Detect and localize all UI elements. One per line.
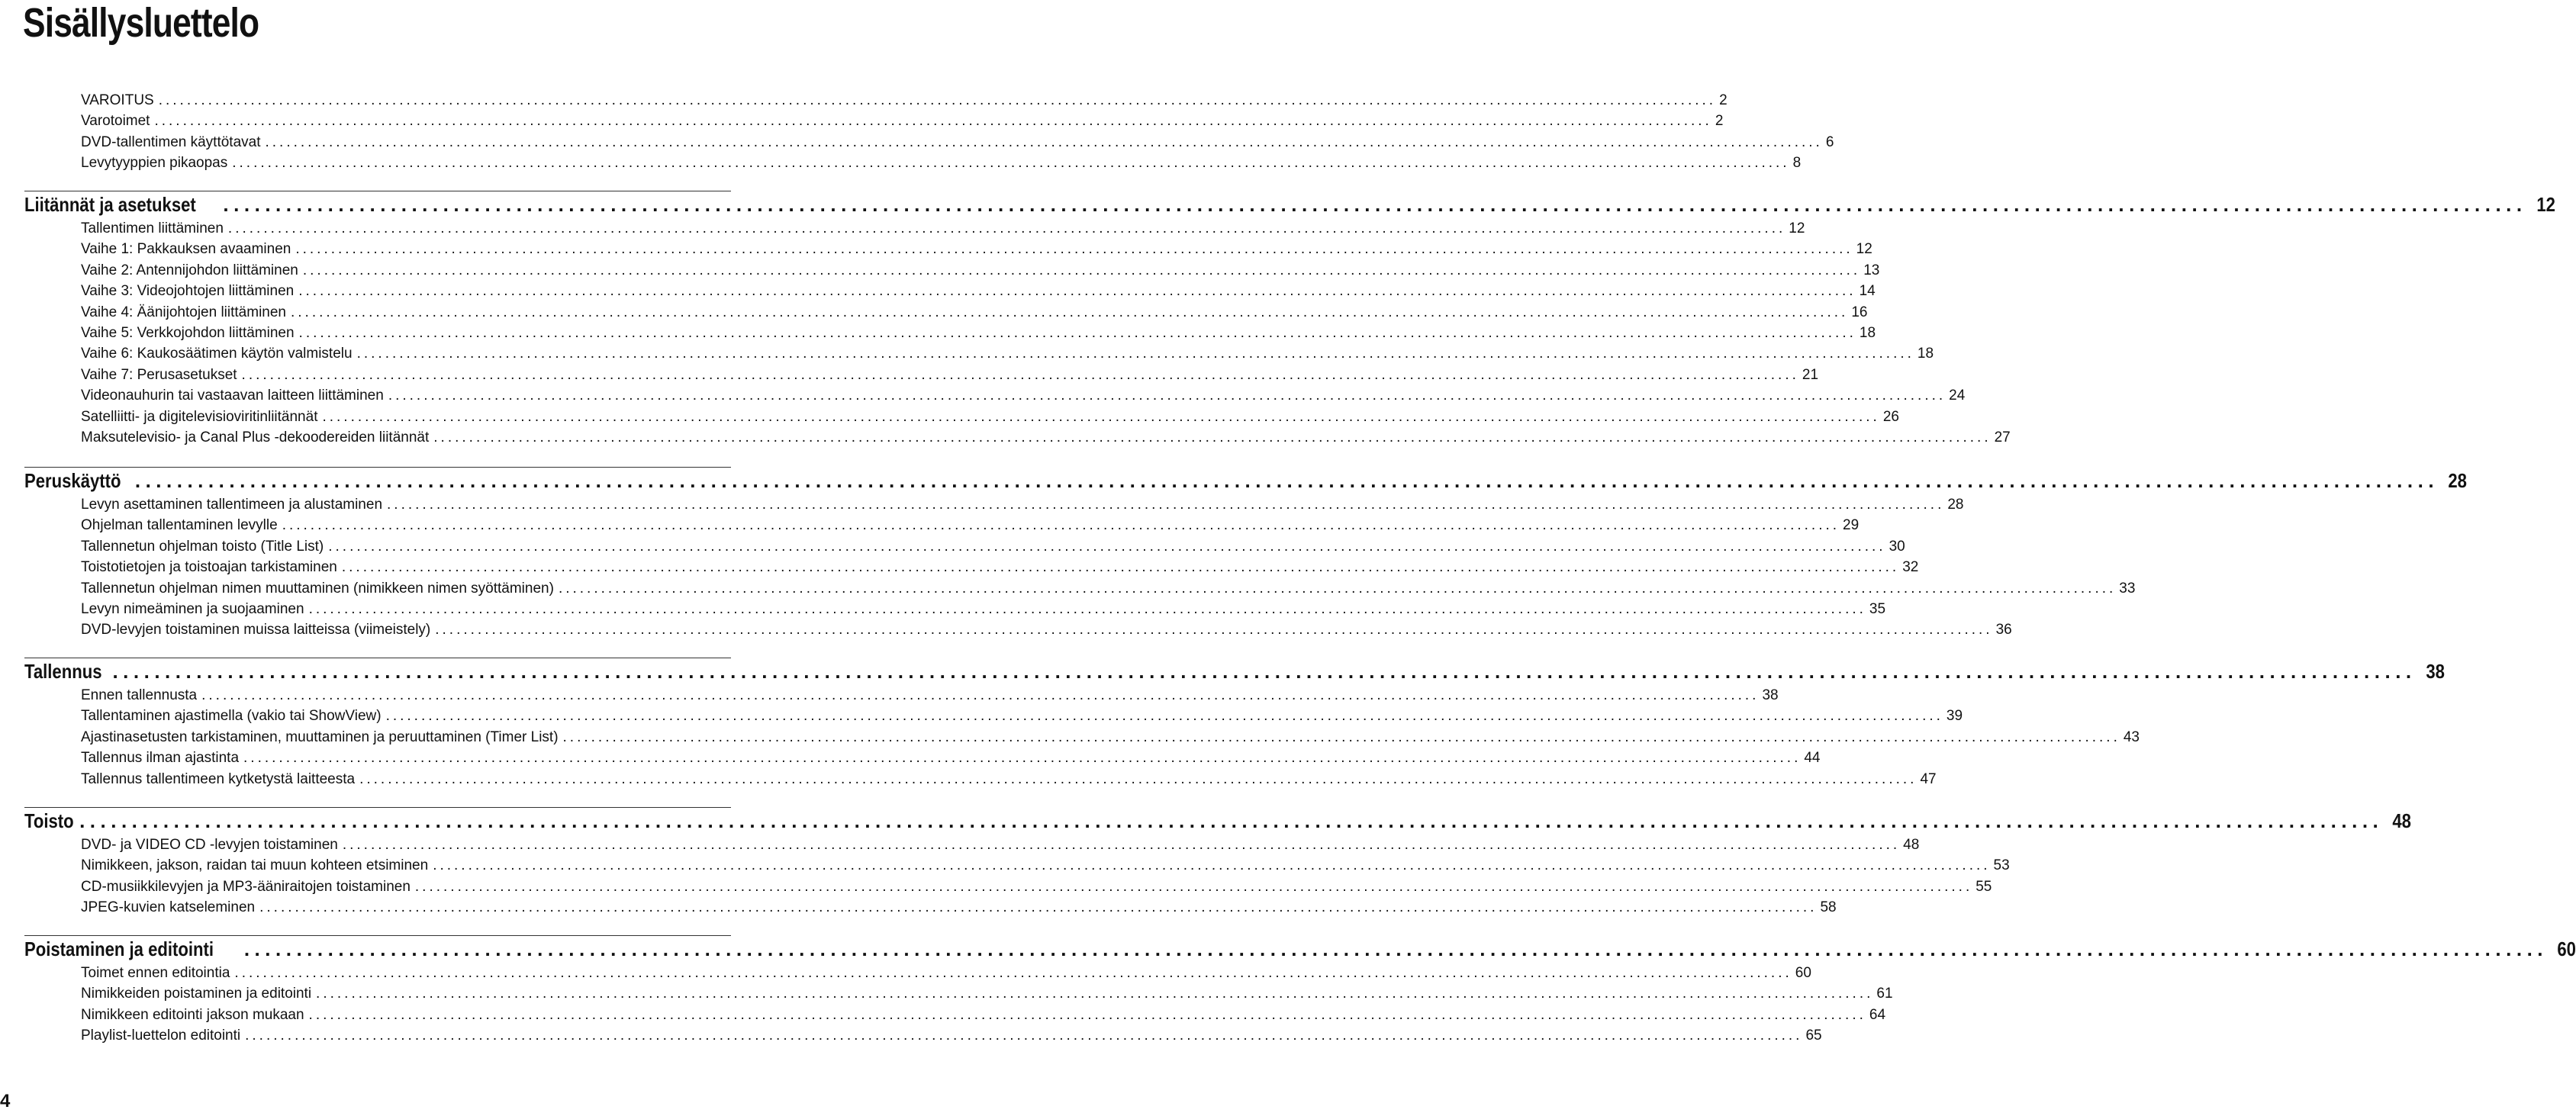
toc-entry-page: 12 bbox=[1789, 220, 1805, 236]
page-number: 4 bbox=[0, 1091, 11, 1111]
dot-leader: ............................................................................................................................................................................................................................ bbox=[295, 241, 1853, 258]
dot-leader: ............................................................................................................................................................................................................................ bbox=[158, 92, 1717, 108]
dot-leader: ............................................................................................................................................................................................................................ bbox=[245, 1028, 1803, 1044]
page-title: Sisällysluettelo bbox=[23, 0, 259, 46]
section-heading-title: Peruskäyttö bbox=[24, 469, 121, 492]
dot-leader: ............................................................................................................................................................................................................................ bbox=[558, 580, 2117, 597]
toc-entry[interactable] bbox=[81, 133, 1834, 152]
toc-entry-title: Tallennus ilman ajastinta bbox=[81, 750, 240, 767]
toc-section bbox=[24, 467, 2467, 648]
section-heading-page: 28 bbox=[2448, 469, 2467, 492]
toc-entry-title: Ohjelman tallentaminen levylle bbox=[81, 517, 278, 534]
dot-leader: ............................................................................................................................................................................................................................ bbox=[414, 878, 1973, 895]
toc-entry-page: 32 bbox=[1902, 559, 1919, 576]
toc-entry-page: 64 bbox=[1869, 1006, 1886, 1023]
toc-entry-page: 26 bbox=[1882, 408, 1899, 425]
section-heading-title: Liitännät ja asetukset bbox=[24, 193, 196, 216]
toc-entry-page: 6 bbox=[1825, 133, 1834, 150]
toc-entry-title: Ennen tallennusta bbox=[81, 687, 198, 703]
dot-leader: ............................................................................................................................................................................................................................ bbox=[298, 325, 1856, 341]
toc-entry-title: Vaihe 6: Kaukosäätimen käytön valmistelu bbox=[81, 346, 353, 362]
toc-entry[interactable] bbox=[81, 770, 1937, 789]
section-divider bbox=[24, 467, 731, 468]
section-heading[interactable] bbox=[24, 938, 2576, 960]
toc-entry-title: Vaihe 2: Antennijohdon liittäminen bbox=[81, 262, 298, 278]
toc-entry[interactable] bbox=[81, 1006, 1886, 1024]
dot-leader: ............................................................................................................................................................................................................................ bbox=[328, 538, 1886, 555]
toc-entry[interactable] bbox=[81, 558, 1919, 577]
toc-entry-page: 13 bbox=[1863, 262, 1880, 278]
toc-entry[interactable] bbox=[81, 878, 1992, 896]
toc-entry[interactable] bbox=[81, 496, 1964, 514]
toc-entry-title: DVD-levyjen toistaminen muissa laitteissa (viimeistely) bbox=[81, 622, 431, 638]
toc-entry-page: 21 bbox=[1802, 366, 1819, 383]
toc-entry-title: Vaihe 4: Äänijohtojen liittäminen bbox=[81, 304, 286, 320]
dot-leader: ............................................................................................................................................................................................................................ bbox=[356, 346, 1914, 362]
dot-leader: ............................................................................................................................................................................................................................ bbox=[359, 770, 1918, 787]
toc-entry[interactable] bbox=[81, 836, 1920, 854]
toc-entry[interactable] bbox=[81, 387, 1966, 405]
section-divider bbox=[24, 807, 731, 808]
toc-entry[interactable] bbox=[81, 154, 1802, 172]
dot-leader: ............................................................................................................................................................................................................................ bbox=[243, 938, 2549, 960]
toc-entry[interactable] bbox=[81, 749, 1821, 767]
toc-entry-page: 60 bbox=[1795, 965, 1811, 981]
toc-entry-title: Videonauhurin tai vastaavan laitteen liittäminen bbox=[81, 388, 384, 404]
toc-entry[interactable] bbox=[81, 857, 2010, 875]
dot-leader: ............................................................................................................................................................................................................................ bbox=[234, 965, 1792, 981]
dot-leader: ............................................................................................................................................................................................................................ bbox=[201, 687, 1760, 703]
toc-entry-page: 30 bbox=[1889, 538, 1905, 555]
toc-entry-title: Vaihe 7: Perusasetukset bbox=[81, 366, 237, 383]
section-heading[interactable] bbox=[24, 469, 2467, 492]
toc-entry[interactable] bbox=[81, 580, 2136, 598]
toc-entry[interactable] bbox=[81, 304, 1868, 322]
toc-entry-page: 18 bbox=[1917, 346, 1934, 362]
toc-section bbox=[24, 191, 2555, 455]
toc-entry-title: Tallennetun ohjelman toisto (Title List) bbox=[81, 538, 324, 555]
toc-entry-title: Nimikkeiden poistaminen ja editointi bbox=[81, 986, 312, 1002]
dot-leader: ............................................................................................................................................................................................................................ bbox=[387, 497, 1945, 513]
toc-entry-title: Tallentaminen ajastimella (vakio tai ShowView) bbox=[81, 708, 382, 725]
toc-entry-page: 61 bbox=[1876, 986, 1893, 1002]
dot-leader: ............................................................................................................................................................................................................................ bbox=[154, 113, 1712, 130]
toc-entry-title: Levyn asettaminen tallentimeen ja alustaminen bbox=[81, 497, 383, 513]
section-divider bbox=[24, 935, 731, 936]
toc-entry-title: VAROITUS bbox=[81, 92, 154, 108]
dot-leader: ............................................................................................................................................................................................................................ bbox=[308, 1006, 1866, 1023]
toc-entry[interactable] bbox=[81, 262, 1880, 280]
toc-entry-page: 48 bbox=[1903, 837, 1920, 853]
section-heading-page: 12 bbox=[2536, 193, 2555, 216]
toc-entry[interactable] bbox=[81, 985, 1893, 1003]
dot-leader: ............................................................................................................................................................................................................................ bbox=[282, 517, 1840, 534]
toc-entry-page: 16 bbox=[1851, 304, 1868, 320]
dot-leader: ............................................................................................................................................................................................................................ bbox=[243, 750, 1802, 767]
dot-leader: ............................................................................................................................................................................................................................ bbox=[79, 809, 2384, 832]
toc-entry-title: Ajastinasetusten tarkistaminen, muuttaminen ja peruuttaminen (Timer List) bbox=[81, 728, 559, 745]
section-heading-title: Tallennus bbox=[24, 660, 102, 683]
section-heading[interactable] bbox=[24, 193, 2555, 216]
dot-leader: ............................................................................................................................................................................................................................ bbox=[259, 899, 1818, 916]
toc-entry-page: 38 bbox=[1762, 687, 1779, 703]
toc-entry-page: 43 bbox=[2123, 728, 2140, 745]
toc-entry-title: DVD- ja VIDEO CD -levyjen toistaminen bbox=[81, 837, 338, 853]
toc-entry-page: 39 bbox=[1946, 708, 1963, 725]
dot-leader: ............................................................................................................................................................................................................................ bbox=[112, 660, 2417, 683]
dot-leader: ............................................................................................................................................................................................................................ bbox=[241, 366, 1799, 383]
toc-entry-page: 14 bbox=[1859, 283, 1876, 300]
toc-entry[interactable] bbox=[81, 240, 1872, 259]
toc-entry[interactable] bbox=[81, 345, 1934, 363]
toc-entry-page: 65 bbox=[1805, 1028, 1822, 1044]
toc-entry-title: JPEG-kuvien katseleminen bbox=[81, 899, 256, 916]
section-heading-page: 48 bbox=[2392, 809, 2412, 832]
toc-entry-page: 2 bbox=[1715, 113, 1724, 130]
dot-leader: ............................................................................................................................................................................................................................ bbox=[302, 262, 1861, 278]
dot-leader: ............................................................................................................................................................................................................................ bbox=[341, 559, 1900, 576]
toc-entry[interactable] bbox=[81, 600, 1886, 619]
toc-entry-page: 44 bbox=[1804, 750, 1821, 767]
toc-entry[interactable] bbox=[81, 964, 1811, 983]
toc-entry-page: 33 bbox=[2119, 580, 2136, 597]
toc-entry[interactable] bbox=[81, 112, 1724, 130]
toc-entry-page: 27 bbox=[1994, 429, 2011, 445]
dot-leader: ............................................................................................................................................................................................................................ bbox=[232, 155, 1790, 172]
toc-entry[interactable] bbox=[81, 687, 1779, 705]
toc-entry[interactable] bbox=[81, 621, 2012, 639]
dot-leader: ............................................................................................................................................................................................................................ bbox=[388, 388, 1946, 404]
toc-entry[interactable] bbox=[81, 324, 1876, 343]
toc-entry-page: 24 bbox=[1949, 388, 1966, 404]
toc-entry-title: Vaihe 5: Verkkojohdon liittäminen bbox=[81, 325, 295, 341]
toc-entry-page: 8 bbox=[1792, 155, 1802, 172]
toc-entry-title: Tallennetun ohjelman nimen muuttaminen (nimikkeen nimen syöttäminen) bbox=[81, 580, 554, 597]
toc-entry[interactable] bbox=[81, 282, 1876, 301]
toc-entry-title: Toistotietojen ja toistoajan tarkistaminen bbox=[81, 559, 337, 576]
dot-leader: ............................................................................................................................................................................................................................ bbox=[291, 304, 1849, 320]
dot-leader: ............................................................................................................................................................................................................................ bbox=[316, 986, 1874, 1002]
toc-section bbox=[24, 935, 2576, 1054]
toc-entry-page: 28 bbox=[1947, 497, 1964, 513]
toc-entry[interactable] bbox=[81, 538, 1905, 556]
toc-entry-page: 47 bbox=[1920, 770, 1937, 787]
toc-entry-title: Satelliitti- ja digitelevisioviritinliitännät bbox=[81, 408, 318, 425]
dot-leader: ............................................................................................................................................................................................................................ bbox=[227, 220, 1786, 236]
toc-entry[interactable] bbox=[81, 429, 2011, 447]
toc-entry-page: 58 bbox=[1820, 899, 1837, 916]
toc-entry[interactable] bbox=[81, 220, 1805, 238]
toc-section bbox=[24, 658, 2445, 797]
toc-entry-page: 29 bbox=[1843, 517, 1860, 534]
toc-entry-page: 2 bbox=[1719, 92, 1728, 108]
toc-entry-title: CD-musiikkilevyjen ja MP3-ääniraitojen toistaminen bbox=[81, 878, 411, 895]
toc-entry-title: Vaihe 3: Videojohtojen liittäminen bbox=[81, 283, 295, 300]
dot-leader: ............................................................................................................................................................................................................................ bbox=[308, 601, 1866, 617]
toc-entry-title: Nimikkeen editointi jakson mukaan bbox=[81, 1006, 304, 1023]
dot-leader: ............................................................................................................................................................................................................................ bbox=[265, 133, 1823, 150]
toc-entry[interactable] bbox=[81, 408, 1899, 426]
toc-entry-title: Playlist-luettelon editointi bbox=[81, 1028, 241, 1044]
section-heading-page: 60 bbox=[2557, 938, 2576, 960]
section-heading-title: Toisto bbox=[24, 809, 74, 832]
dot-leader: ............................................................................................................................................................................................................................ bbox=[433, 857, 1991, 874]
toc-entry[interactable] bbox=[81, 728, 2140, 747]
toc-entry-title: Tallennus tallentimeen kytketystä laitteesta bbox=[81, 770, 356, 787]
toc-entry-title: Tallentimen liittäminen bbox=[81, 220, 224, 236]
section-heading[interactable] bbox=[24, 809, 2412, 832]
toc-entry[interactable] bbox=[81, 366, 1819, 384]
toc-entry[interactable] bbox=[81, 1027, 1822, 1045]
toc-section bbox=[24, 807, 2412, 926]
toc-entry-title: Varotoimet bbox=[81, 113, 150, 130]
dot-leader: ............................................................................................................................................................................................................................ bbox=[322, 408, 1880, 425]
toc-entry[interactable] bbox=[81, 92, 1728, 110]
dot-leader: ............................................................................................................................................................................................................................ bbox=[134, 469, 2439, 492]
toc-entry-title: Maksutelevisio- ja Canal Plus -dekoodereiden liitännät bbox=[81, 429, 430, 445]
section-heading-title: Poistaminen ja editointi bbox=[24, 938, 214, 960]
dot-leader: ............................................................................................................................................................................................................................ bbox=[298, 283, 1856, 300]
toc-entry-page: 55 bbox=[1975, 878, 1992, 895]
toc-entry-title: Vaihe 1: Pakkauksen avaaminen bbox=[81, 241, 291, 258]
toc-entry-title: Nimikkeen, jakson, raidan tai muun kohteen etsiminen bbox=[81, 857, 429, 874]
dot-leader: ............................................................................................................................................................................................................................ bbox=[223, 193, 2527, 216]
toc-entry[interactable] bbox=[81, 899, 1837, 917]
dot-leader: ............................................................................................................................................................................................................................ bbox=[342, 837, 1901, 853]
dot-leader: ............................................................................................................................................................................................................................ bbox=[562, 728, 2120, 745]
toc-entry-title: Toimet ennen editointia bbox=[81, 965, 230, 981]
toc-entry-page: 12 bbox=[1856, 241, 1872, 258]
toc-entry-title: DVD-tallentimen käyttötavat bbox=[81, 133, 261, 150]
dot-leader: ............................................................................................................................................................................................................................ bbox=[435, 622, 1993, 638]
toc-entry-page: 35 bbox=[1869, 601, 1886, 617]
section-heading[interactable] bbox=[24, 660, 2445, 683]
toc-entry[interactable] bbox=[81, 516, 1860, 535]
section-heading-page: 38 bbox=[2425, 660, 2445, 683]
dot-leader: ............................................................................................................................................................................................................................ bbox=[385, 708, 1943, 725]
toc-entry-title: Levytyyppien pikaopas bbox=[81, 155, 228, 172]
toc-entry-page: 18 bbox=[1859, 325, 1876, 341]
toc-entry-title: Levyn nimeäminen ja suojaaminen bbox=[81, 601, 304, 617]
dot-leader: ............................................................................................................................................................................................................................ bbox=[433, 429, 1992, 445]
toc-entry-page: 53 bbox=[1993, 857, 2010, 874]
toc-entry-page: 36 bbox=[1995, 622, 2012, 638]
toc-entry[interactable] bbox=[81, 707, 1963, 725]
